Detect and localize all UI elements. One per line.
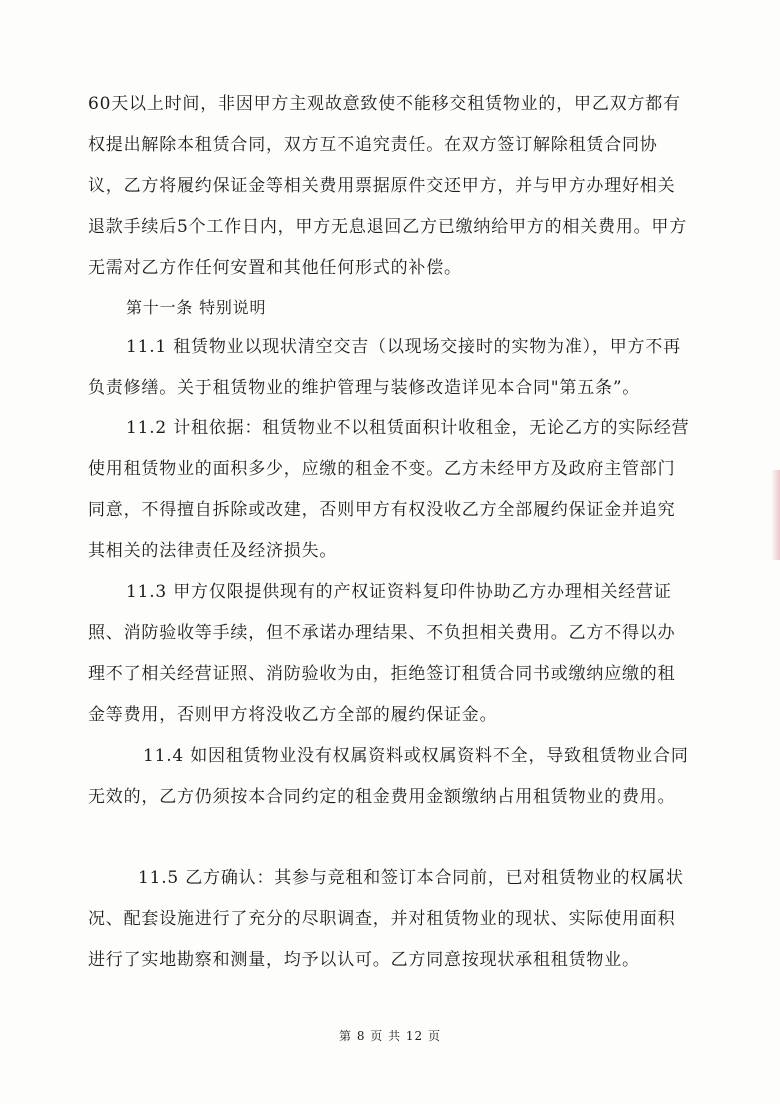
paragraph-11-2: 11.2 计租依据：租赁物业不以租赁面积计收租金，无论乙方的实际经营使用租赁物业的面积多少，应缴的租金不变。乙方未经甲方及政府主管部门同意，不得擅自拆除或改建，否则甲方有权没收乙方全部履约保证金并追究其相关的法律责任及经济损失。 (88, 418, 690, 561)
paragraph-11-3: 11.3 甲方仅限提供现有的产权证资料复印件协助乙方办理相关经营证照、消防验收等手续，但不承诺办理结果、不负担相关费用。乙方不得以办理不了相关经营证照、消防验收为由，拒绝签订租赁合同书或缴纳应缴的租金等费用，否则甲方将没收乙方全部的履约保证金。 (88, 582, 676, 725)
paragraph-11-4: 11.4 如因租赁物业没有权属资料或权属资料不全，导致租赁物业合同无效的，乙方仍须按本合同约定的租金费用金额缴纳占用租赁物业的费用。 (88, 746, 689, 807)
paragraph-11-1: 11.1 租赁物业以现状清空交吉（以现场交接时的实物为准），甲方不再负责修缮。关于租赁物业的维护管理与装修改造详见本合同"第五条”。 (88, 337, 681, 398)
seal-edge-mark (771, 470, 780, 560)
paragraph-continuation: 60天以上时间，非因甲方主观故意致使不能移交租赁物业的，甲乙双方都有权提出解除本租赁合同，双方互不追究责任。在双方签订解除租赁合同协议，乙方将履约保证金等相关费用票据原件交还甲方，并与甲方办理好相关退款手续后5个工作日内，甲方无息退回乙方已缴纳给甲方的相关费用。甲方无需对乙方作任何安置和其他任何形式的补偿。 (88, 94, 688, 278)
page-number-footer: 第 8 页 共 12 页 (339, 1029, 441, 1043)
section-heading-article-11: 第十一条 特别说明 (126, 298, 267, 317)
paragraph-11-5: 11.5 乙方确认：其参与竞租和签订本合同前，已对租赁物业的权属状况、配套设施进行了充分的尽职调查，并对租赁物业的现状、实际使用面积进行了实地勘察和测量，均予以认可。乙方同意按现状承租租赁物业。 (88, 868, 684, 970)
